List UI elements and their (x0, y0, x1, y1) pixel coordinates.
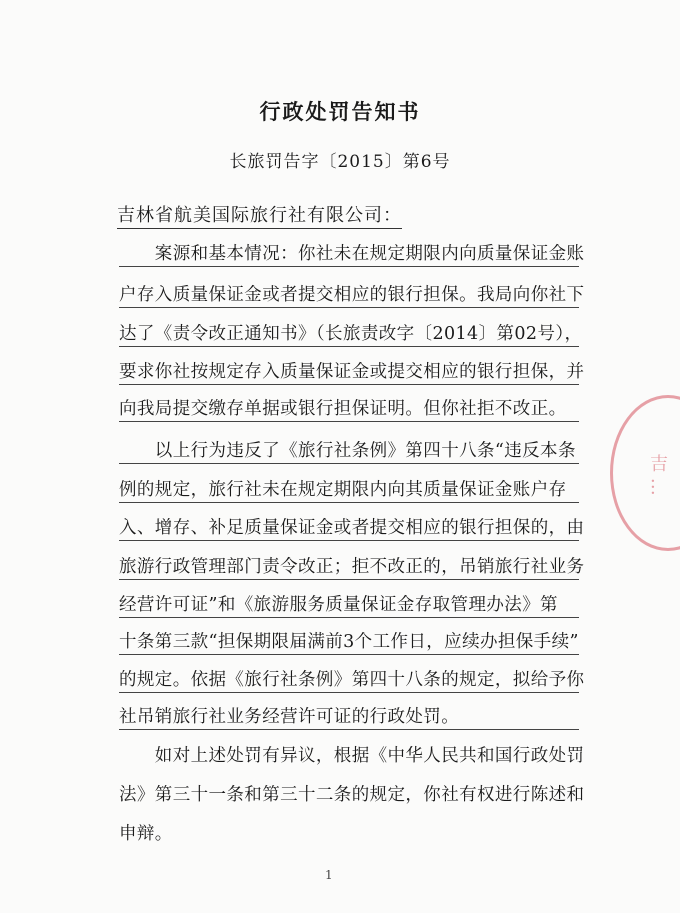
para2-line-6: 十条第三款“担保期限届满前3个工作日，应续办担保手续” (119, 628, 579, 655)
para2-line-3: 入、增存、补足质量保证金或者提交相应的银行担保的，由 (119, 514, 579, 541)
para1-line-2: 户存入质量保证金或者提交相应的银行担保。我局向你社下 (119, 281, 579, 308)
para1-line-5: 向我局提交缴存单据或银行担保证明。但你社拒不改正。 (119, 395, 579, 422)
seal-text: 吉 … (647, 454, 668, 496)
para3-line-3: 申辩。 (119, 824, 173, 844)
para1-line-4: 要求你社按规定存入质量保证金或提交相应的银行担保，并 (119, 358, 579, 385)
para2-line-1: 以上行为违反了《旅行社条例》第四十八条“违反本条 (119, 437, 579, 464)
para1-line-1: 案源和基本情况：你社未在规定期限内向质量保证金账 (119, 240, 579, 267)
page-number: 1 (325, 868, 333, 882)
para2-line-5: 经营许可证”和《旅游服务质量保证金存取管理办法》第 (119, 591, 579, 618)
para2-line-7: 的规定。依据《旅行社条例》第四十八条的规定，拟给予你 (119, 666, 579, 693)
para1-line-3: 达了《责令改正通知书》（长旅责改字〔2014〕第02号）， (119, 320, 579, 347)
addressee: 吉林省航美国际旅行社有限公司： (117, 201, 402, 229)
para2-line-4: 旅游行政管理部门责令改正；拒不改正的，吊销旅行社业务 (119, 553, 579, 580)
para3-line-2: 法》第三十一条和第三十二条的规定，你社有权进行陈述和 (119, 785, 585, 805)
document-title: 行政处罚告知书 (259, 99, 421, 124)
para2-line-2: 例的规定，旅行社未在规定期限内向其质量保证金账户存 (119, 476, 579, 503)
para2-line-8: 社吊销旅行社业务经营许可证的行政处罚。 (119, 703, 579, 730)
document-number: 长旅罚告字〔2015〕第6号 (229, 152, 451, 172)
para3-line-1: 如对上述处罚有异议，根据《中华人民共和国行政处罚 (119, 746, 585, 766)
